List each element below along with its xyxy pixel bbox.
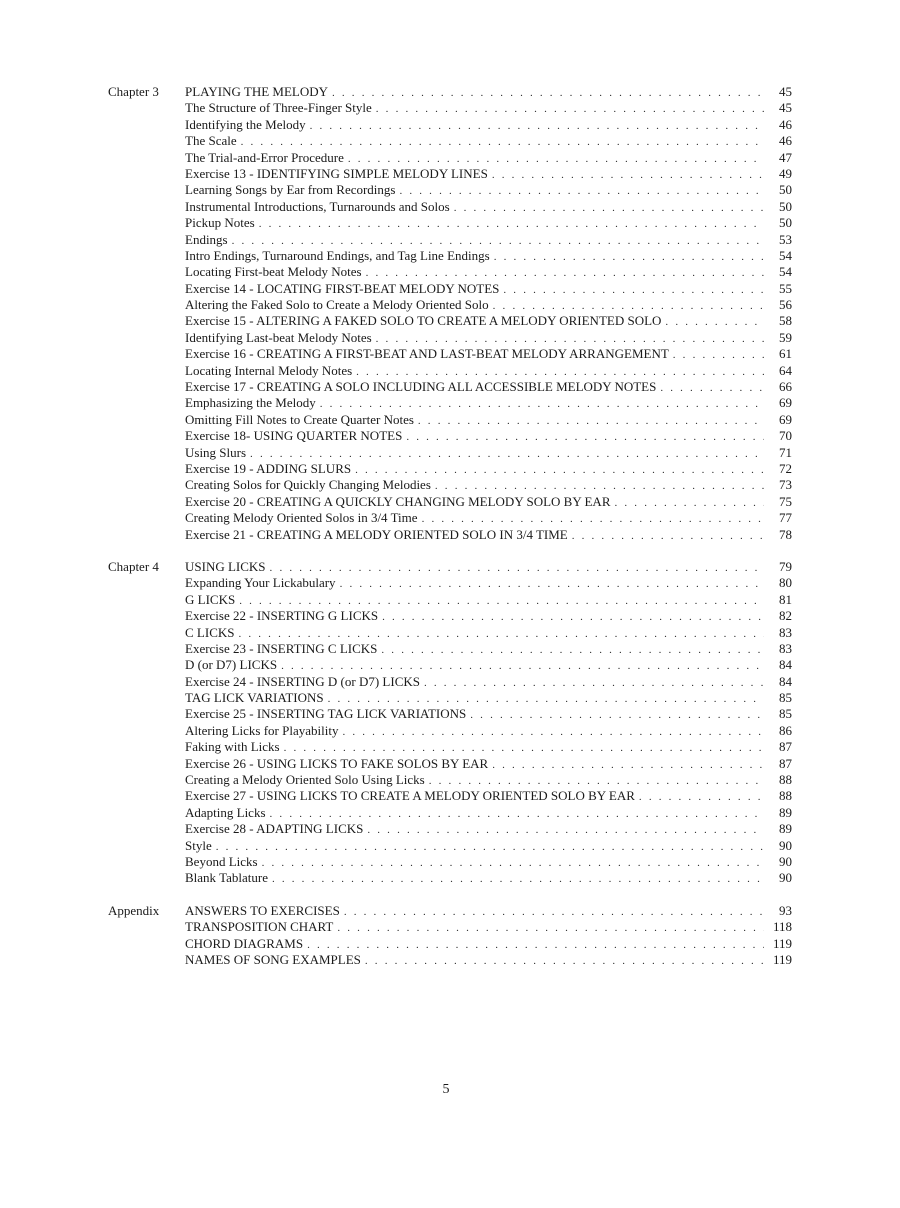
dot-leader [232,233,764,249]
dot-leader [615,495,765,511]
dot-leader [216,839,764,855]
entry-title: Exercise 19 - ADDING SLURS [185,460,352,476]
entry-page-number: 83 [779,640,792,656]
dot-leader [493,298,764,314]
toc-entry [108,117,792,133]
entry-title: Exercise 17 - CREATING A SOLO INCLUDING ALL ACCESSIBLE MELODY NOTES [185,379,657,395]
toc-entry [108,461,792,477]
page-number: 5 [442,1082,450,1097]
entry-title: Exercise 16 - CREATING A FIRST-BEAT AND LAST-BEAT MELODY ARRANGEMENT [185,346,669,362]
toc-entry [108,657,792,673]
dot-leader [356,364,764,380]
dot-leader [262,855,764,871]
entry-title: D (or D7) LICKS [185,657,278,673]
entry-title: Altering the Faked Solo to Create a Melody Oriented Solo [185,297,489,313]
toc-entry [108,821,792,837]
dot-leader [340,576,764,592]
dot-leader [365,953,764,969]
toc-entry [108,199,792,215]
dot-leader [503,282,764,298]
toc-entry [108,363,792,379]
dot-leader [348,151,764,167]
toc-entry [108,936,792,952]
entry-page-number: 86 [779,722,792,738]
entry-title: TRANSPOSITION CHART [185,919,334,935]
entry-title: Locating First-beat Melody Notes [185,264,362,280]
entry-title: Intro Endings, Turnaround Endings, and Tag Line Endings [185,247,490,263]
dot-leader [381,642,764,658]
entry-page-number: 89 [779,804,792,820]
entry-page-number: 77 [779,510,792,526]
dot-leader [367,822,764,838]
dot-leader [376,331,764,347]
toc-entry [108,592,792,608]
entry-page-number: 85 [779,690,792,706]
dot-leader [454,200,764,216]
toc-entry [108,84,792,100]
entry-page-number: 45 [779,84,792,99]
entry-title: Exercise 20 - CREATING A QUICKLY CHANGING MELODY SOLO BY EAR [185,493,611,509]
toc-entry [108,527,792,543]
entry-page-number: 118 [772,919,792,935]
toc-entry [108,445,792,461]
entry-page-number: 78 [779,526,792,542]
toc-entry [108,788,792,804]
toc-entry [108,248,792,264]
toc-section [108,559,792,887]
entry-title: TAG LICK VARIATIONS [185,690,324,706]
entry-page-number: 93 [779,902,792,918]
toc-entry [108,330,792,346]
dot-leader [259,216,764,232]
dot-leader [470,707,764,723]
toc-entry [108,100,792,116]
toc-entry [108,903,792,919]
dot-leader [307,937,764,953]
entry-page-number: 84 [779,673,792,689]
section-label: Chapter 3 [108,84,159,99]
entry-title: The Scale [185,133,237,149]
entry-title: Exercise 24 - INSERTING D (or D7) LICKS [185,673,420,689]
toc-entry [108,608,792,624]
entry-title: Altering Licks for Playability [185,722,339,738]
entry-title: Exercise 13 - IDENTIFYING SIMPLE MELODY LINES [185,165,488,181]
dot-leader [399,183,764,199]
toc-section [108,84,792,543]
toc-entry [108,690,792,706]
dot-leader [355,462,764,478]
dot-leader [310,118,764,134]
toc-entry [108,264,792,280]
entry-title: Exercise 18- USING QUARTER NOTES [185,428,403,444]
dot-leader [376,101,764,117]
entry-title: Beyond Licks [185,853,258,869]
dot-leader [435,478,764,494]
entry-title: Locating Internal Melody Notes [185,362,353,378]
entry-title: Exercise 14 - LOCATING FIRST-BEAT MELODY NOTES [185,280,500,296]
entry-page-number: 73 [779,477,792,493]
toc-entry [108,215,792,231]
entry-page-number: 82 [779,608,792,624]
entry-page-number: 55 [779,280,792,296]
entry-page-number: 61 [779,346,792,362]
entry-title: Creating a Melody Oriented Solo Using Licks [185,772,425,788]
entry-page-number: 66 [779,379,792,395]
toc-entry [108,870,792,886]
toc-section [108,903,792,969]
entry-page-number: 84 [779,657,792,673]
dot-leader [344,904,764,920]
dot-leader [270,560,764,576]
entry-title: Exercise 21 - CREATING A MELODY ORIENTED SOLO IN 3/4 TIME [185,526,568,542]
entry-title: CHORD DIAGRAMS [185,935,304,951]
entry-page-number: 54 [779,264,792,280]
entry-page-number: 69 [779,395,792,411]
dot-leader [673,347,764,363]
entry-page-number: 70 [779,428,792,444]
entry-title: Learning Songs by Ear from Recordings [185,182,396,198]
toc-entry [108,346,792,362]
toc-entry [108,412,792,428]
toc-entry [108,559,792,575]
entry-page-number: 81 [779,591,792,607]
entry-page-number: 119 [772,935,792,951]
entry-page-number: 64 [779,362,792,378]
entry-title: Exercise 15 - ALTERING A FAKED SOLO TO CREATE A MELODY ORIENTED SOLO [185,313,662,329]
entry-page-number: 54 [779,247,792,263]
toc-entry [108,313,792,329]
entry-title: Style [185,837,212,853]
toc-entry [108,674,792,690]
dot-leader [272,871,764,887]
entry-title: ANSWERS TO EXERCISES [185,902,340,918]
entry-page-number: 69 [779,411,792,427]
toc-entry [108,919,792,935]
entry-page-number: 89 [779,821,792,837]
entry-title: The Trial-and-Error Procedure [185,149,344,165]
dot-leader [639,789,764,805]
toc-entry [108,379,792,395]
toc-entry [108,133,792,149]
toc-entry [108,395,792,411]
dot-leader [320,396,764,412]
entry-title: PLAYING THE MELODY [185,84,328,99]
entry-page-number: 90 [779,853,792,869]
entry-page-number: 88 [779,788,792,804]
entry-page-number: 59 [779,329,792,345]
section-label: Appendix [108,902,160,918]
dot-leader [241,134,764,150]
dot-leader [284,740,764,756]
entry-page-number: 87 [779,755,792,771]
table-of-contents [108,84,792,984]
dot-leader [328,691,764,707]
entry-page-number: 45 [779,100,792,116]
entry-title: Instrumental Introductions, Turnarounds and Solos [185,198,450,214]
entry-title: Faking with Licks [185,739,280,755]
toc-entry [108,494,792,510]
entry-page-number: 83 [779,624,792,640]
toc-entry [108,428,792,444]
entry-title: C LICKS [185,624,235,640]
entry-title: Identifying Last-beat Melody Notes [185,329,372,345]
entry-title: Endings [185,231,228,247]
dot-leader [424,675,764,691]
toc-entry [108,232,792,248]
entry-page-number: 79 [779,558,792,574]
dot-leader [406,429,764,445]
entry-page-number: 75 [779,493,792,509]
entry-page-number: 50 [779,182,792,198]
dot-leader [332,85,764,101]
entry-title: USING LICKS [185,558,266,574]
dot-leader [366,265,764,281]
entry-page-number: 71 [779,444,792,460]
entry-page-number: 46 [779,116,792,132]
entry-page-number: 80 [779,575,792,591]
dot-leader [418,413,764,429]
dot-leader [665,314,764,330]
toc-entry [108,756,792,772]
toc-entry [108,510,792,526]
toc-entry [108,575,792,591]
entry-title: Exercise 23 - INSERTING C LICKS [185,640,378,656]
toc-entry [108,150,792,166]
entry-page-number: 46 [779,133,792,149]
toc-entry [108,641,792,657]
toc-entry [108,182,792,198]
dot-leader [250,446,764,462]
dot-leader [494,249,764,265]
toc-entry [108,477,792,493]
dot-leader [239,593,764,609]
entry-title: Exercise 27 - USING LICKS TO CREATE A MELODY ORIENTED SOLO BY EAR [185,788,635,804]
dot-leader [660,380,764,396]
entry-page-number: 56 [779,297,792,313]
entry-page-number: 50 [779,215,792,231]
entry-page-number: 88 [779,772,792,788]
entry-title: Expanding Your Lickabulary [185,575,336,591]
entry-page-number: 47 [779,149,792,165]
toc-entry [108,281,792,297]
entry-title: Emphasizing the Melody [185,395,316,411]
entry-title: Exercise 22 - INSERTING G LICKS [185,608,379,624]
entry-page-number: 119 [772,951,792,967]
entry-title: Exercise 26 - USING LICKS TO FAKE SOLOS BY EAR [185,755,489,771]
toc-entry [108,166,792,182]
entry-page-number: 85 [779,706,792,722]
entry-title: Pickup Notes [185,215,255,231]
toc-entry [108,723,792,739]
dot-leader [422,511,764,527]
dot-leader [342,724,764,740]
entry-page-number: 50 [779,198,792,214]
dot-leader [429,773,764,789]
entry-page-number: 58 [779,313,792,329]
entry-page-number: 53 [779,231,792,247]
toc-entry [108,838,792,854]
entry-page-number: 90 [779,837,792,853]
entry-title: Creating Solos for Quickly Changing Melodies [185,477,431,493]
toc-entry [108,805,792,821]
entry-title: Creating Melody Oriented Solos in 3/4 Time [185,510,418,526]
entry-title: NAMES OF SONG EXAMPLES [185,951,361,967]
dot-leader [492,167,764,183]
toc-entry [108,297,792,313]
entry-page-number: 72 [779,460,792,476]
entry-title: Omitting Fill Notes to Create Quarter Notes [185,411,414,427]
toc-entry [108,854,792,870]
dot-leader [270,806,764,822]
dot-leader [281,658,764,674]
entry-title: The Structure of Three-Finger Style [185,100,372,116]
toc-entry [108,739,792,755]
dot-leader [492,757,764,773]
entry-title: Blank Tablature [185,870,268,886]
entry-title: Exercise 28 - ADAPTING LICKS [185,821,364,837]
page-footer [0,1082,900,1098]
toc-entry [108,772,792,788]
dot-leader [337,920,764,936]
dot-leader [238,626,764,642]
entry-title: Using Slurs [185,444,247,460]
entry-title: Identifying the Melody [185,116,306,132]
dot-leader [572,528,764,544]
toc-entry [108,625,792,641]
section-label: Chapter 4 [108,558,159,574]
toc-entry [108,952,792,968]
entry-title: G LICKS [185,591,236,607]
entry-page-number: 49 [779,165,792,181]
toc-entry [108,706,792,722]
dot-leader [382,609,764,625]
entry-page-number: 90 [779,870,792,886]
entry-title: Exercise 25 - INSERTING TAG LICK VARIATIONS [185,706,467,722]
entry-page-number: 87 [779,739,792,755]
entry-title: Adapting Licks [185,804,266,820]
